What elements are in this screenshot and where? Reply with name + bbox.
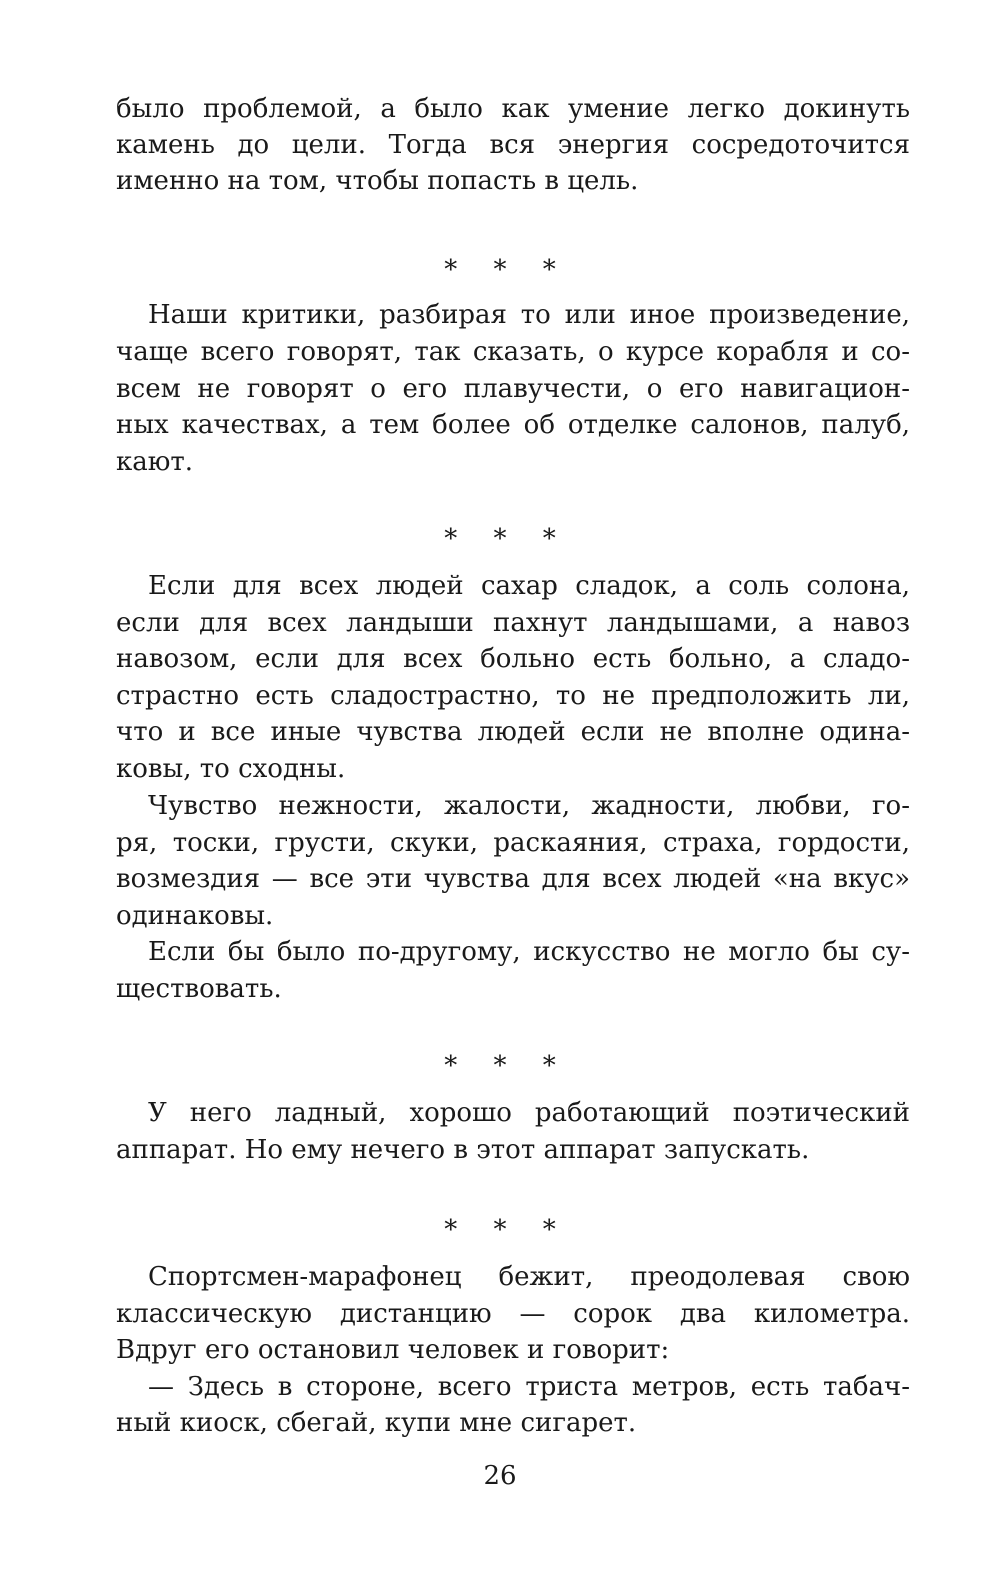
text-line: ных качествах, а тем более об отделке салонов, палуб, bbox=[116, 410, 910, 440]
text-line: именно на том, чтобы попасть в цель. bbox=[116, 166, 639, 196]
text-line: кают. bbox=[116, 447, 194, 477]
page-number: 26 bbox=[483, 1461, 517, 1491]
text-line: Если бы было по-другому, искусство не могло бы су- bbox=[148, 937, 910, 967]
text-line: У него ладный, хорошо работающий поэтический bbox=[148, 1098, 910, 1128]
section-divider: * * * bbox=[444, 1215, 570, 1245]
text-line: что и все иные чувства людей если не вполне одина- bbox=[116, 717, 910, 747]
text-line: — Здесь в стороне, всего триста метров, есть табач- bbox=[148, 1372, 910, 1402]
text-line: классическую дистанцию — сорок два километра. bbox=[116, 1299, 910, 1329]
text-line: навозом, если для всех больно есть больно, а сладо- bbox=[116, 644, 910, 674]
text-line: ществовать. bbox=[116, 974, 282, 1004]
section-divider: * * * bbox=[444, 255, 570, 285]
section-divider: * * * bbox=[444, 1051, 570, 1081]
text-line: Чувство нежности, жалости, жадности, любви, го- bbox=[148, 791, 910, 821]
text-line: всем не говорят о его плавучести, о его навигацион- bbox=[116, 374, 910, 404]
text-line: Спортсмен-марафонец бежит, преодолевая свою bbox=[148, 1262, 910, 1292]
text-line: Наши критики, разбирая то или иное произведение, bbox=[148, 300, 910, 330]
text-line: ря, тоски, грусти, скуки, раскаяния, страха, гордости, bbox=[116, 828, 910, 858]
text-line: камень до цели. Тогда вся энергия сосредоточится bbox=[116, 130, 910, 160]
text-line: ковы, то сходны. bbox=[116, 754, 346, 784]
text-line: Вдруг его остановил человек и говорит: bbox=[116, 1335, 670, 1365]
text-line: было проблемой, а было как умение легко докинуть bbox=[116, 94, 910, 124]
text-line: возмездия — все эти чувства для всех людей «на вкус» bbox=[116, 864, 910, 894]
text-line: ный киоск, сбегай, купи мне сигарет. bbox=[116, 1408, 637, 1438]
text-line: страстно есть сладострастно, то не предположить ли, bbox=[116, 681, 910, 711]
text-line: одинаковы. bbox=[116, 901, 274, 931]
text-line: Если для всех людей сахар сладок, а соль солона, bbox=[148, 571, 910, 601]
text-line: если для всех ландыши пахнут ландышами, а навоз bbox=[116, 608, 910, 638]
section-divider: * * * bbox=[444, 524, 570, 554]
text-line: чаще всего говорят, так сказать, о курсе корабля и со- bbox=[116, 337, 910, 367]
text-line: аппарат. Но ему нечего в этот аппарат запускать. bbox=[116, 1135, 810, 1165]
